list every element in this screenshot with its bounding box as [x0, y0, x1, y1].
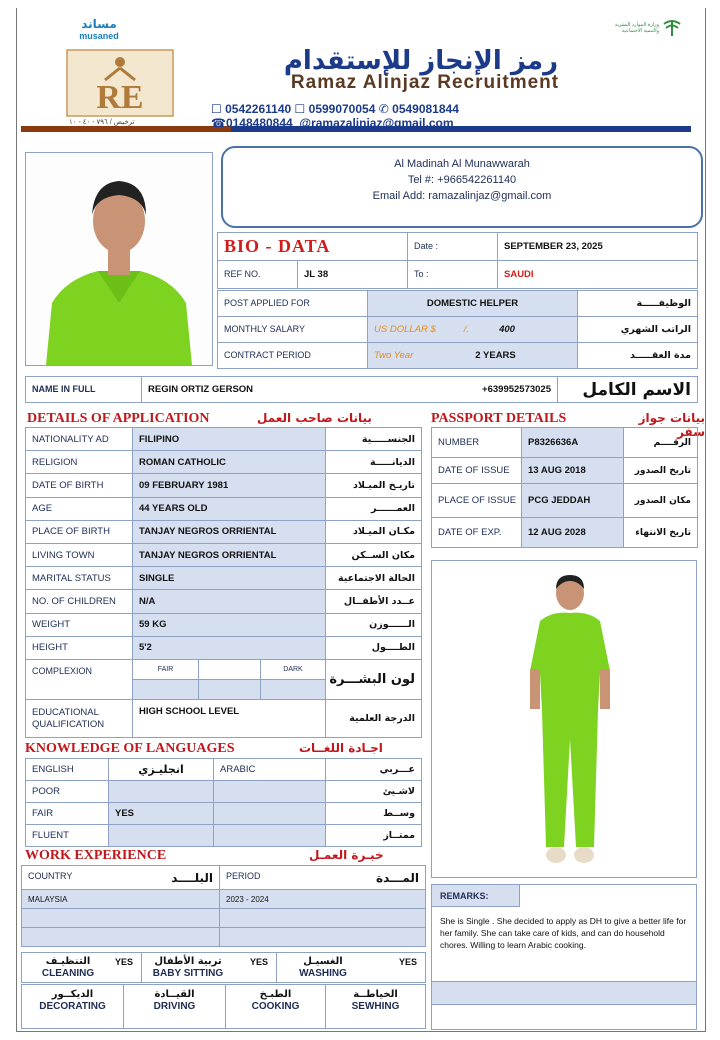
- full-body-photo: [431, 560, 697, 878]
- full-body-illustration: [432, 561, 696, 877]
- passport-label: NUMBER: [438, 437, 480, 448]
- salary-value: 400: [499, 324, 515, 335]
- phone-3: 0549081844: [392, 102, 459, 116]
- field-label: PLACE OF BIRTH: [32, 526, 110, 538]
- level-label-ar: ممتــاز: [383, 830, 415, 841]
- contract-value: 2 YEARS: [475, 350, 516, 361]
- language-level-row: [26, 803, 422, 825]
- field-label-ar: عــدد الأطفــال: [343, 595, 415, 607]
- field-label-ar: الحالة الاجتماعية: [338, 572, 415, 584]
- musaned-logo-en: musaned: [79, 31, 119, 41]
- license-text: ترخيص / ٧٩٦ - ٤٠ - ١٠: [69, 119, 135, 126]
- education-value: HIGH SCHOOL LEVEL: [139, 706, 240, 717]
- office-address-box: [221, 146, 703, 228]
- candidate-phone: +639952573025: [482, 384, 551, 395]
- passport-section-title-ar: بيانات جواز سفر: [638, 411, 705, 439]
- field-label: RELIGION: [32, 456, 78, 468]
- field-value: N/A: [139, 595, 156, 607]
- portrait-photo: [25, 152, 213, 366]
- ministry-logo: [607, 18, 687, 44]
- level-label: FAIR: [32, 808, 54, 819]
- whatsapp-icon: ✆: [378, 102, 389, 116]
- phone-1: 0542261140: [225, 102, 292, 116]
- field-value: 5'2: [139, 642, 152, 654]
- date-label: Date :: [414, 241, 439, 251]
- passport-table: [431, 427, 698, 548]
- education-row: [25, 699, 422, 738]
- education-label-ar: الدرجة العلمية: [349, 713, 415, 724]
- skill-cell: [22, 953, 142, 983]
- name-label-ar: الاسم الكامل: [582, 379, 691, 400]
- application-row: [26, 474, 422, 497]
- skill-label-ar: الطبـخ: [259, 989, 292, 1000]
- remarks-box: [431, 884, 697, 1030]
- field-value: 44 YEARS OLD: [139, 503, 208, 515]
- date-value: SEPTEMBER 23, 2025: [504, 241, 603, 252]
- passport-label-ar: تاريخ الصدور: [634, 465, 691, 476]
- application-row: [26, 567, 422, 590]
- passport-row: [432, 428, 698, 458]
- phone-icon: ☐: [294, 102, 306, 116]
- english-label-ar: انجليـزي: [138, 763, 184, 776]
- languages-section-title: KNOWLEDGE OF LANGUAGES: [25, 741, 235, 756]
- work-table: [21, 865, 426, 947]
- skill-label-ar: الغسيـل: [303, 955, 343, 967]
- skill-cell: [277, 953, 426, 983]
- ministry-name: وزارة الموارد البشرية والتنمية الاجتماعية: [614, 22, 659, 34]
- application-section-title: DETAILS OF APPLICATION: [27, 411, 210, 426]
- language-level-row: [26, 825, 422, 847]
- application-row: [26, 636, 422, 659]
- english-level-value: YES: [115, 808, 135, 819]
- company-title-ar: رمز الإنجاز للإستقدام: [283, 46, 559, 76]
- skill-label: SEWHING: [351, 1001, 400, 1012]
- company-emblem: [65, 48, 175, 118]
- skill-cell: [22, 985, 124, 1029]
- skill-label: COOKING: [251, 1001, 300, 1012]
- level-label: POOR: [32, 786, 60, 797]
- passport-value: 13 AUG 2018: [528, 465, 586, 476]
- remarks-text: She is Single . She decided to apply as DH to give a better life for her family. She can take care of kids, and can do household chores. Willing to learn Arabic cooking.: [440, 916, 687, 950]
- skills-row-2: [21, 984, 426, 1029]
- header-email: ramazalinjaz@gmail.com: [311, 116, 454, 130]
- skill-cell: [124, 985, 226, 1029]
- post-label-ar: الوظيفـــــة: [636, 298, 691, 309]
- to-label: To :: [414, 269, 429, 279]
- field-label: NO. OF CHILDREN: [32, 595, 116, 607]
- complexion-label-ar: لون البشـــرة: [329, 672, 415, 687]
- salary-separator: /.: [463, 324, 470, 335]
- work-row: [22, 909, 426, 928]
- skill-label: BABY SITTING: [152, 967, 224, 979]
- skill-cell: [226, 985, 326, 1029]
- period-label-ar: المـــدة: [376, 870, 419, 885]
- field-label: WEIGHT: [32, 619, 70, 631]
- passport-label: DATE OF ISSUE: [438, 465, 510, 476]
- field-label-ar: مكان الســكن: [351, 549, 415, 561]
- arabic-label: ARABIC: [220, 764, 256, 775]
- field-label-ar: تاريـخ الميـلاد: [353, 479, 415, 491]
- passport-row: [432, 484, 698, 518]
- salary-label: MONTHLY SALARY: [224, 324, 306, 334]
- office-city: Al Madinah Al Munawwarah: [394, 158, 530, 170]
- field-value: TANJAY NEGROS ORRIENTAL: [139, 549, 277, 561]
- skill-label-ar: التنظيـف: [45, 955, 91, 967]
- contact-line: [211, 116, 454, 130]
- company-title-en: Ramaz Alinjaz Recruitment: [290, 72, 560, 93]
- passport-row: [432, 518, 698, 548]
- contract-label: CONTRACT PERIOD: [224, 350, 311, 360]
- salary-currency: US DOLLAR $: [374, 324, 436, 335]
- musaned-logo-ar: مساند: [81, 17, 117, 31]
- passport-row: [432, 458, 698, 484]
- post-value: DOMESTIC HELPER: [426, 298, 519, 309]
- level-label-ar: وســط: [383, 808, 415, 819]
- field-label: LIVING TOWN: [32, 549, 95, 561]
- field-value: FILIPINO: [139, 433, 180, 445]
- skill-value: YES: [398, 957, 417, 967]
- passport-value: 12 AUG 2028: [528, 527, 586, 538]
- name-label: NAME IN FULL: [32, 384, 96, 394]
- skill-value: YES: [114, 957, 133, 967]
- work-period: 2023 - 2024: [226, 894, 269, 904]
- english-label: ENGLISH: [32, 764, 74, 775]
- complexion-row: [25, 659, 422, 700]
- field-value: 59 KG: [139, 619, 167, 631]
- field-label-ar: مكـان الميـلاد: [352, 526, 415, 538]
- field-value: TANJAY NEGROS ORRIENTAL: [139, 526, 277, 538]
- complexion-label: COMPLEXION: [32, 666, 93, 676]
- passport-value: P8326636A: [528, 437, 579, 448]
- salary-label-ar: الراتب الشهري: [620, 324, 691, 335]
- portrait-illustration: [26, 153, 212, 365]
- complexion-fair: FAIR: [157, 666, 174, 673]
- work-row: [22, 890, 426, 909]
- application-row: [26, 613, 422, 636]
- ref-value: JL 38: [304, 269, 329, 280]
- education-label-1: EDUCATIONAL: [32, 706, 99, 718]
- application-row: [26, 497, 422, 520]
- field-label: DATE OF BIRTH: [32, 479, 104, 491]
- skills-row-1: [21, 952, 426, 983]
- post-label: POST APPLIED FOR: [224, 298, 310, 308]
- passport-value: PCG JEDDAH: [528, 495, 591, 506]
- work-row: [22, 928, 426, 947]
- contract-label-ar: مدة العقـــــد: [629, 350, 691, 361]
- header-banner: [21, 12, 691, 132]
- passport-label-ar: تاريخ الانتهاء: [635, 527, 691, 538]
- skill-label: WASHING: [299, 967, 347, 979]
- skill-label: DECORATING: [39, 1001, 106, 1012]
- field-value: SINGLE: [139, 572, 175, 584]
- passport-label: PLACE OF ISSUE: [438, 495, 517, 506]
- passport-label-ar: مكان الصدور: [634, 495, 691, 506]
- field-label-ar: الــــــوزن: [369, 619, 415, 631]
- skill-label: CLEANING: [41, 967, 95, 979]
- skill-label-ar: القيــادة: [154, 989, 195, 1000]
- education-label-2: QUALIFICATION: [32, 718, 105, 730]
- name-row: [25, 376, 698, 403]
- passport-section-title: PASSPORT DETAILS: [431, 411, 567, 426]
- skill-cell: [142, 953, 277, 983]
- country-label-ar: البلــــد: [171, 870, 213, 885]
- field-label-ar: العمــــــر: [371, 503, 415, 515]
- skill-label-ar: الخياطــة: [353, 989, 398, 1000]
- languages-table: [25, 758, 422, 847]
- office-tel: Tel #: +966542261140: [407, 174, 517, 186]
- field-label-ar: الطــــول: [371, 642, 415, 654]
- field-label: MARITAL STATUS: [32, 572, 111, 584]
- work-section-title-ar: خبـرة العمـل: [309, 848, 384, 862]
- remarks-label: REMARKS:: [440, 891, 489, 901]
- field-label: HEIGHT: [32, 642, 68, 654]
- ref-row: [217, 260, 698, 289]
- application-row: [26, 543, 422, 566]
- email-icon: @: [299, 116, 312, 130]
- complexion-dark: DARK: [283, 666, 303, 673]
- skill-label-ar: تربية الأطفال: [154, 955, 222, 967]
- work-country: MALAYSIA: [28, 894, 68, 904]
- passport-label-ar: الرقــــم: [653, 437, 691, 448]
- field-value: 09 FEBRUARY 1981: [139, 479, 229, 491]
- skill-label-ar: الديكــور: [51, 989, 94, 1000]
- application-row: [26, 428, 422, 451]
- country-label: COUNTRY: [28, 870, 73, 881]
- field-label: AGE: [32, 503, 53, 515]
- landline: 0148480844: [225, 116, 293, 130]
- languages-section-title-ar: اجـادة اللغــات: [299, 741, 383, 755]
- telephone-icon: ☎: [211, 116, 226, 130]
- application-section-title-ar: بيانات صاحب العمل: [257, 411, 372, 425]
- field-label: NATIONALITY AD: [32, 433, 109, 445]
- application-table: [25, 427, 422, 660]
- period-label: PERIOD: [226, 870, 261, 881]
- bio-data-title: BIO - DATA: [224, 236, 331, 256]
- skill-label: DRIVING: [153, 1001, 196, 1012]
- language-level-row: [26, 781, 422, 803]
- level-label: FLUENT: [32, 830, 69, 841]
- arabic-label-ar: عـــربي: [379, 764, 415, 775]
- passport-label: DATE OF EXP.: [438, 527, 502, 538]
- level-label-ar: لاشـيئ: [382, 786, 415, 797]
- full-name: REGIN ORTIZ GERSON: [148, 384, 254, 395]
- field-label-ar: الديانـــــة: [369, 456, 415, 468]
- phone-icon: ☐: [211, 102, 222, 116]
- bio-data-table: [217, 232, 698, 261]
- biodata-sheet: [16, 8, 706, 1032]
- emblem-initials: RE: [96, 79, 144, 116]
- field-label-ar: الجنســـــية: [361, 433, 415, 445]
- field-value: ROMAN CATHOLIC: [139, 456, 226, 468]
- job-table: [217, 290, 698, 369]
- application-row: [26, 451, 422, 474]
- office-email: Email Add: ramazalinjaz@gmail.com: [372, 190, 552, 202]
- work-section-title: WORK EXPERIENCE: [25, 848, 167, 863]
- phone-list: [211, 102, 459, 116]
- contract-hint: Two Year: [374, 350, 414, 361]
- application-row: [26, 590, 422, 613]
- to-value: SAUDI: [504, 269, 534, 280]
- application-row: [26, 520, 422, 543]
- skill-cell: [326, 985, 426, 1029]
- skill-value: YES: [249, 957, 268, 967]
- phone-2: 0599070054: [308, 102, 376, 116]
- ref-label: REF NO.: [224, 269, 261, 279]
- musaned-logo: [59, 18, 139, 46]
